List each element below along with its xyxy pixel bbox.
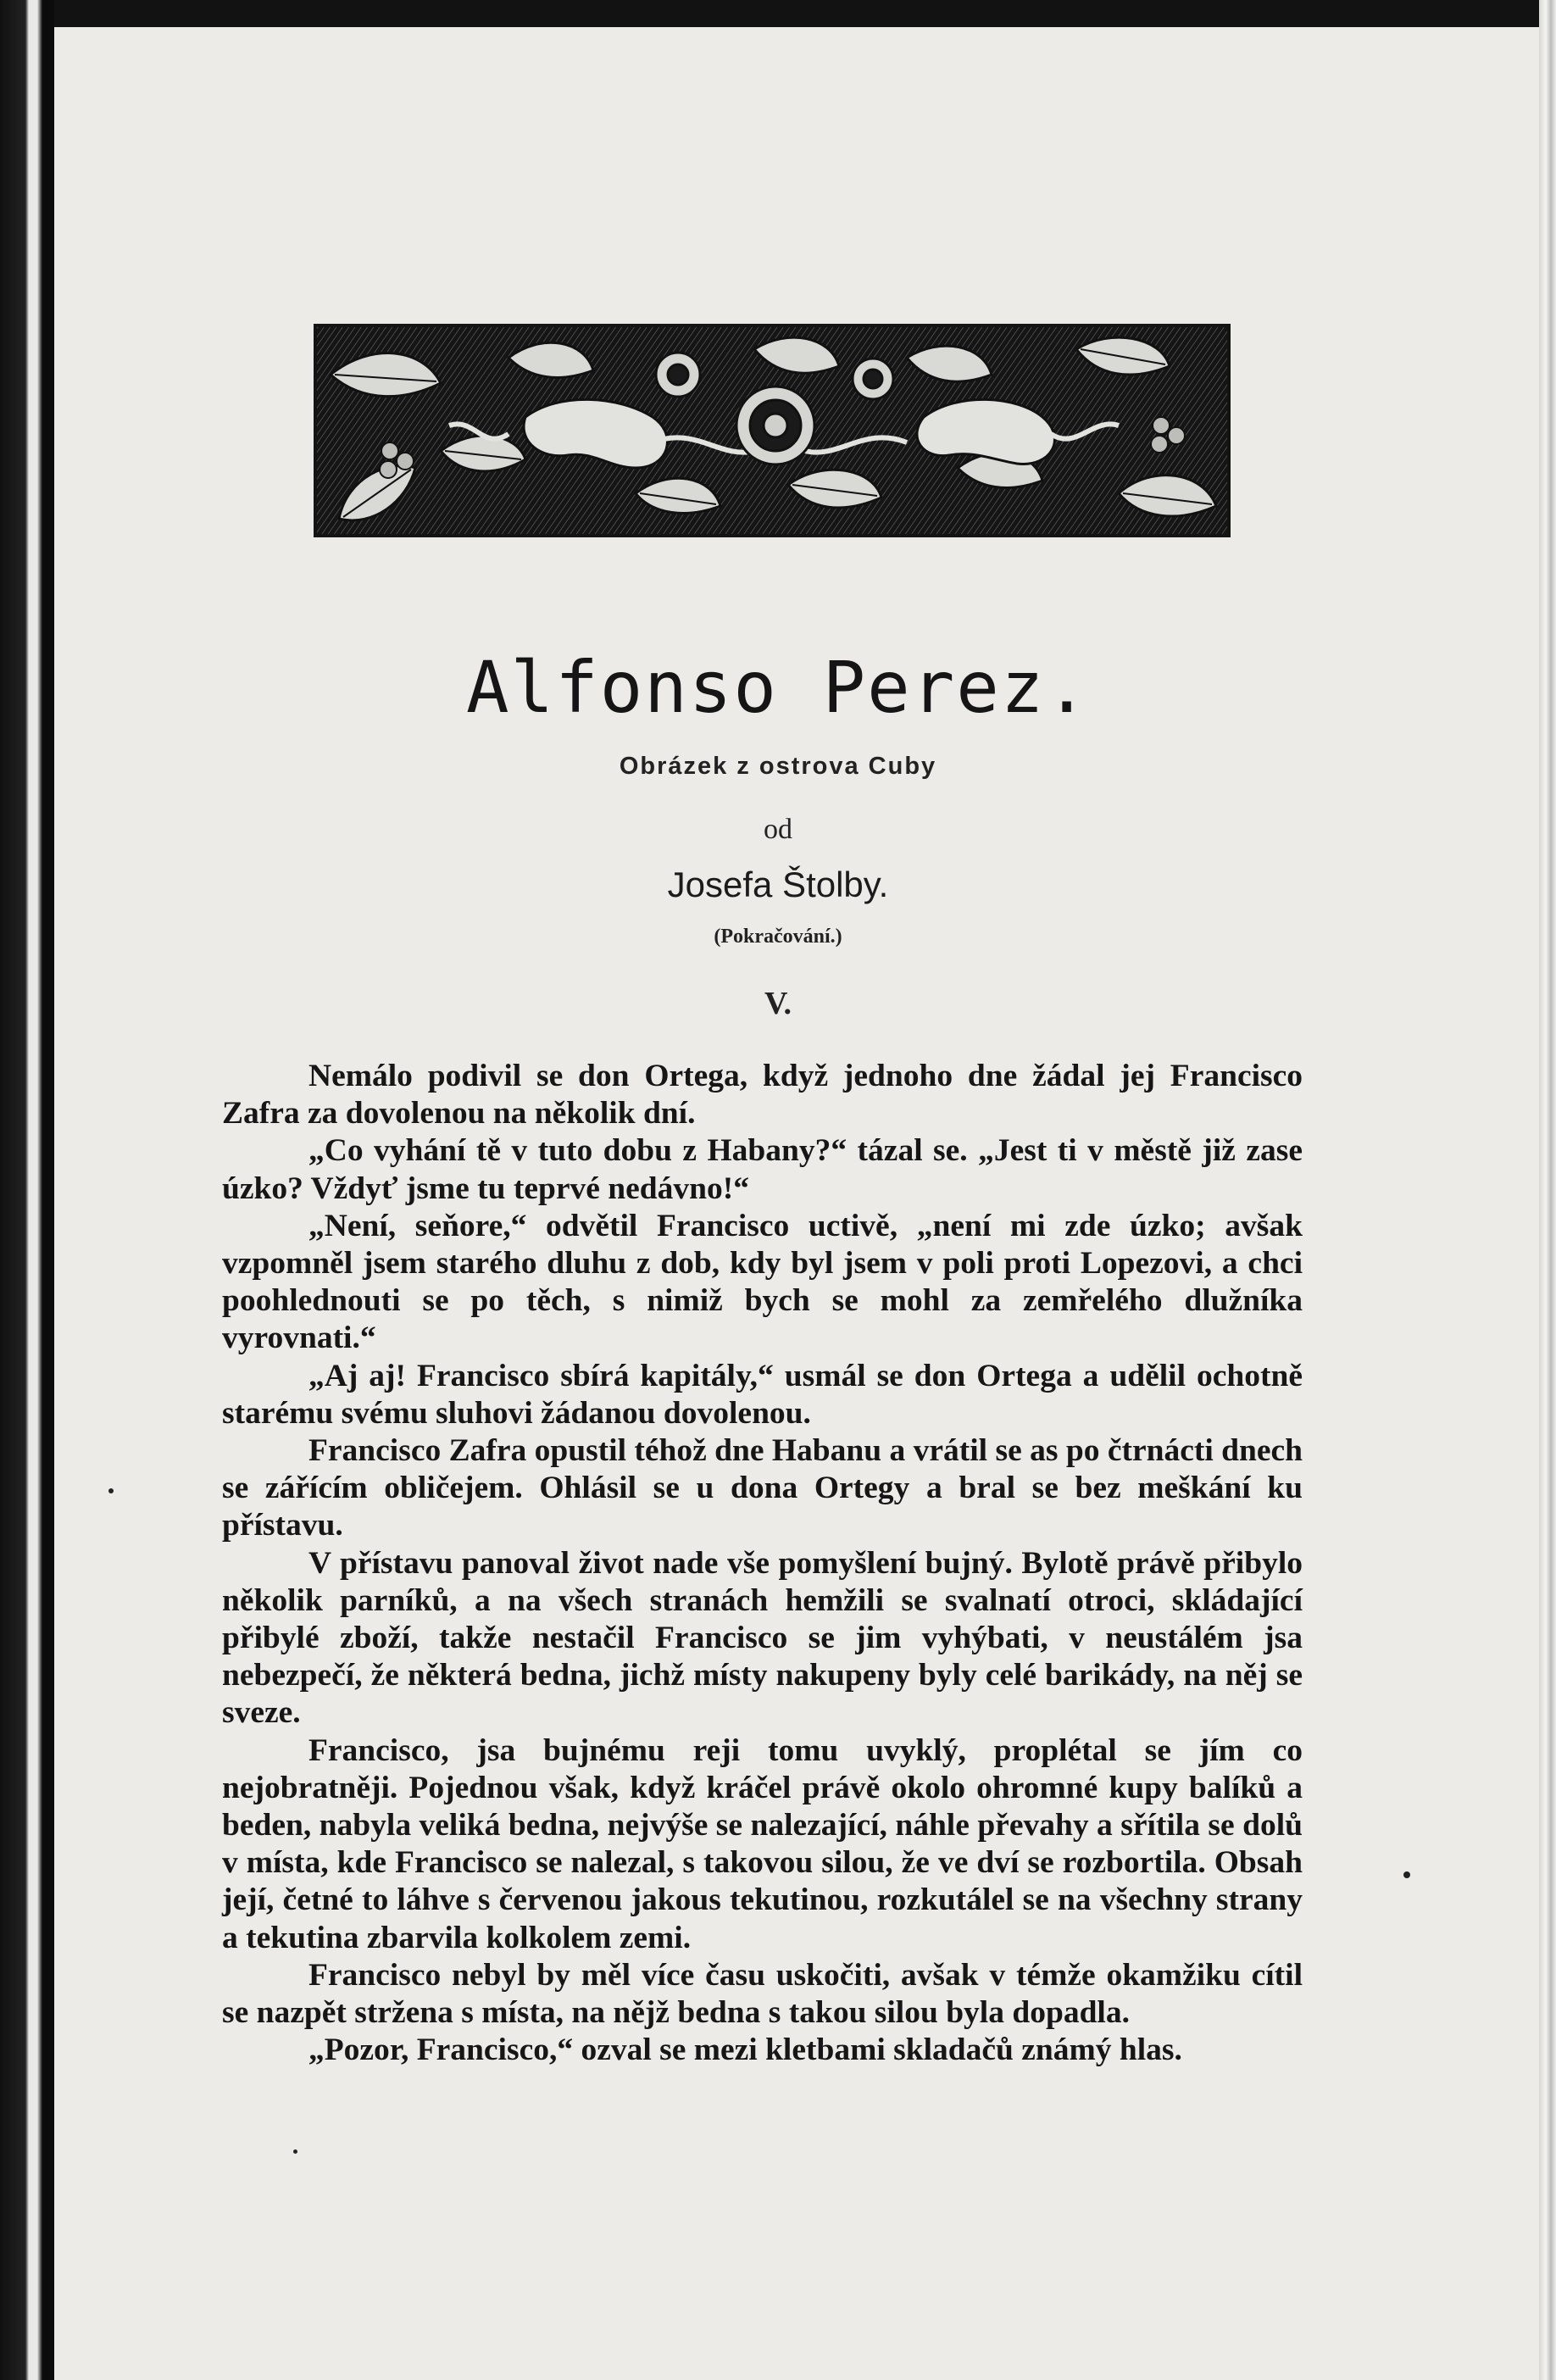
scan-speck	[293, 2149, 297, 2154]
paragraph: Francisco nebyl by měl více času uskočiti, avšak v témže okamžiku cítil se nazpět stržena s místa, na nějž bedna s takou silou byla dopadla.	[222, 1957, 1303, 2031]
paragraph: „Není, seňore,“ odvětil Francisco uctivě, „není mi zde úzko; avšak vzpomněl jsem starého dluhu z dob, kdy byl jsem v poli proti Lopezovi, a chci poohlednouti se po těch, s nimiž bych se mohl za zemřelého dlužníka vyrovnati.“	[222, 1208, 1303, 1356]
byline-prefix: od	[764, 814, 792, 845]
paragraph: Francisco, jsa bujnému reji tomu uvyklý, proplétal se jím co nejobratněji. Pojednou však, když kráčel právě okolo ohromné kupy balíků a beden, nabyla veliká bedna, nejvýše se nalezající, náhle převahy a sřítila se dolů v místa, kde Francisco se nalezal, s takovou silou, že ve dví se rozbortila. Obsah její, četné to láhve s červenou jakous tekutinou, rozkutálel se na všechny strany a tekutina zbarvila kolkolem zemi.	[222, 1732, 1303, 1955]
floral-dragon-headpiece-icon	[314, 324, 1231, 537]
paragraph: „Pozor, Francisco,“ ozval se mezi kletbami skladačů známý hlas.	[308, 2032, 1182, 2068]
paragraph: „Co vyhání tě v tuto dobu z Habany?“ tázal se. „Jest ti v městě již zase úzko? Vždyť jsme tu teprvé nedávno!“	[222, 1133, 1303, 1206]
chapter-number: V.	[764, 986, 792, 1021]
author-name: Josefa Štolby.	[667, 865, 889, 904]
paragraph: „Aj aj! Francisco sbírá kapitály,“ usmál se don Ortega a udělil ochotně starému svému sluhovi žádanou dovolenou.	[222, 1358, 1303, 1431]
paragraph: Nemálo podivil se don Ortega, když jednoho dne žádal jej Francisco Zafra za dovolenou na několik dní.	[222, 1059, 1303, 1132]
scan-speck	[108, 1488, 114, 1493]
article-subtitle: Obrázek z ostrova Cuby	[619, 753, 937, 780]
scan-top-border	[0, 0, 1556, 27]
scan-left-border	[0, 0, 54, 2380]
paragraph: Francisco Zafra opustil téhož dne Habanu a vrátil se as po čtrnácti dnech se zářícím obličejem. Ohlásil se u dona Ortegy a bral se bez meškání ku přístavu.	[222, 1433, 1303, 1543]
scan-right-edge	[1539, 0, 1556, 2380]
scan-speck	[1403, 1871, 1410, 1878]
ornamental-headpiece	[314, 324, 1231, 537]
article-body	[222, 1058, 1303, 2069]
article-title: Alfonso Perez.	[465, 646, 1090, 729]
paragraph: V přístavu panoval život nade vše pomyšlení bujný. Bylotě právě přibylo několik parníků, a na všech stranách hemžili se svalnatí otroci, skládající přibylé zboží, takže nestačil Francisco se jim vyhýbati, v neustálém jsa nebezpečí, že některá bedna, jichž místy nakupeny byly celé barikády, na něj se sveze.	[222, 1545, 1303, 1731]
continuation-note: (Pokračování.)	[714, 926, 842, 948]
